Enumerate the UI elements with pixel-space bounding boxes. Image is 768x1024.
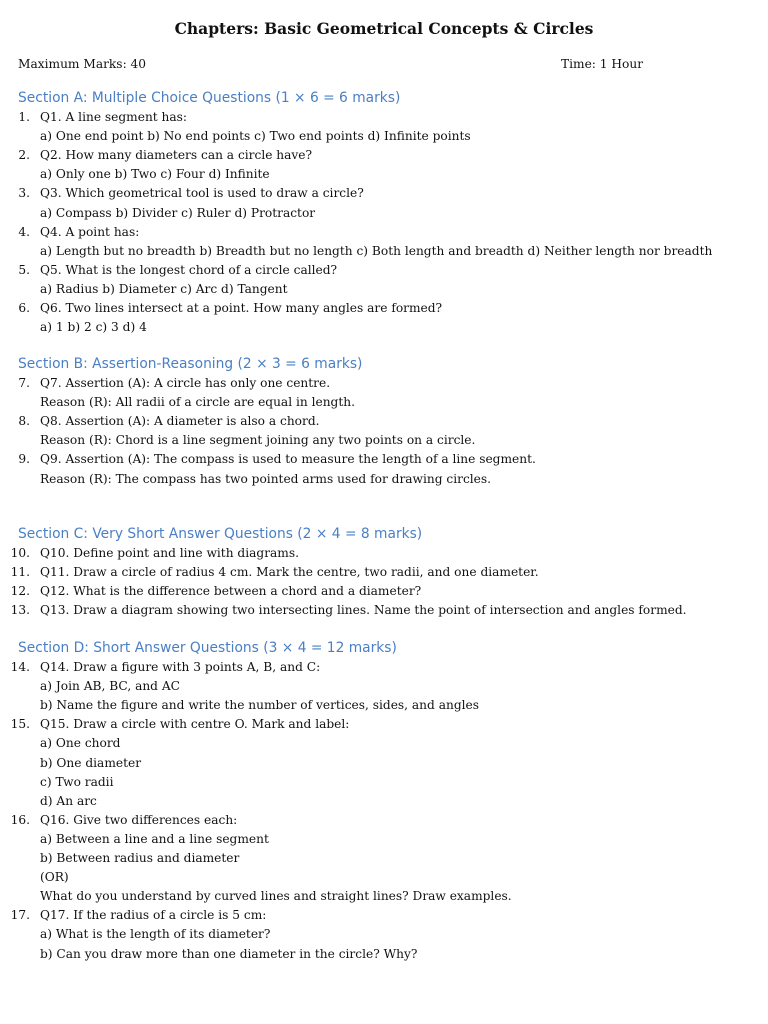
section-heading: Section C: Very Short Answer Questions (2 × 4 = 8 marks) [18, 526, 423, 542]
question-text: Q2. How many diameters can a circle have? [40, 148, 313, 163]
question-text: Q6. Two lines intersect at a point. How many angles are formed? [40, 301, 443, 315]
question-number: 13. [10, 603, 30, 618]
question-text: Q8. Assertion (A): A diameter is also a chord. [40, 414, 320, 429]
question-subline: b) Between radius and diameter [40, 851, 240, 865]
question-subline: a) What is the length of its diameter? [40, 927, 271, 942]
question-text: Q16. Give two differences each: [40, 812, 238, 827]
question-number: 1. [18, 110, 30, 124]
question-subline: b) One diameter [40, 755, 142, 770]
time-allowed: Time: 1 Hour [561, 57, 644, 71]
section-heading: Section B: Assertion-Reasoning (2 × 3 = 6 marks) [18, 356, 363, 372]
question-text: Q17. If the radius of a circle is 5 cm: [40, 908, 267, 923]
question-number: 11. [10, 565, 30, 580]
question-text: Q5. What is the longest chord of a circle called? [40, 262, 338, 277]
question-text: Q3. Which geometrical tool is used to draw a circle? [40, 186, 364, 201]
question-text: Q14. Draw a figure with 3 points A, B, and C: [40, 660, 321, 674]
question-subline: b) Name the figure and write the number of vertices, sides, and angles [40, 698, 479, 713]
question-number: 10. [10, 546, 30, 560]
question-subline: a) 1 b) 2 c) 3 d) 4 [40, 320, 147, 335]
question-number: 12. [10, 584, 30, 599]
question-number: 5. [18, 262, 30, 277]
question-number: 6. [18, 301, 30, 315]
question-number: 7. [18, 376, 30, 390]
question-subline: a) Length but no breadth b) Breadth but no length c) Both length and breadth d) Neither length nor breadth [40, 243, 713, 258]
question-number: 8. [18, 414, 30, 429]
question-text: Q11. Draw a circle of radius 4 cm. Mark the centre, two radii, and one diameter. [40, 565, 539, 580]
question-number: 4. [18, 224, 30, 239]
question-text: Q1. A line segment has: [40, 110, 188, 124]
question-subline: d) An arc [40, 793, 97, 808]
question-text: Q13. Draw a diagram showing two intersecting lines. Name the point of intersection and angles formed. [40, 603, 687, 618]
question-number: 16. [10, 812, 30, 827]
question-text: Q12. What is the difference between a chord and a diameter? [40, 584, 422, 599]
page-title: Chapters: Basic Geometrical Concepts & Circles [174, 19, 594, 38]
question-subline: Reason (R): The compass has two pointed arms used for drawing circles. [40, 471, 492, 486]
question-subline: a) Radius b) Diameter c) Arc d) Tangent [40, 281, 288, 296]
question-subline: Reason (R): All radii of a circle are equal in length. [40, 395, 355, 410]
question-number: 3. [18, 186, 30, 201]
question-subline: a) One end point b) No end points c) Two end points d) Infinite points [40, 129, 471, 144]
question-subline: a) Between a line and a line segment [40, 831, 269, 846]
question-number: 15. [10, 717, 30, 732]
question-subline: a) One chord [40, 736, 121, 751]
question-text: Q7. Assertion (A): A circle has only one centre. [40, 376, 331, 390]
question-subline: (OR) [40, 870, 69, 885]
question-text: Q4. A point has: [40, 224, 140, 239]
section-heading: Section A: Multiple Choice Questions (1 × 6 = 6 marks) [18, 90, 401, 106]
question-number: 14. [10, 660, 30, 674]
question-text: Q15. Draw a circle with centre O. Mark and label: [40, 717, 350, 732]
question-subline: a) Join AB, BC, and AC [40, 679, 180, 694]
question-subline: Reason (R): Chord is a line segment joining any two points on a circle. [40, 433, 476, 448]
question-subline: b) Can you draw more than one diameter in the circle? Why? [40, 946, 418, 961]
question-number: 9. [18, 452, 30, 467]
question-text: Q10. Define point and line with diagrams. [40, 546, 299, 560]
section-heading: Section D: Short Answer Questions (3 × 4 = 12 marks) [18, 640, 397, 656]
question-subline: What do you understand by curved lines and straight lines? Draw examples. [40, 889, 512, 904]
question-number: 2. [18, 148, 30, 163]
question-subline: a) Compass b) Divider c) Ruler d) Protractor [40, 205, 316, 220]
question-text: Q9. Assertion (A): The compass is used to measure the length of a line segment. [40, 452, 536, 467]
question-subline: a) Only one b) Two c) Four d) Infinite [40, 167, 270, 182]
question-subline: c) Two radii [40, 774, 114, 789]
question-number: 17. [10, 908, 30, 923]
maximum-marks: Maximum Marks: 40 [18, 57, 147, 71]
